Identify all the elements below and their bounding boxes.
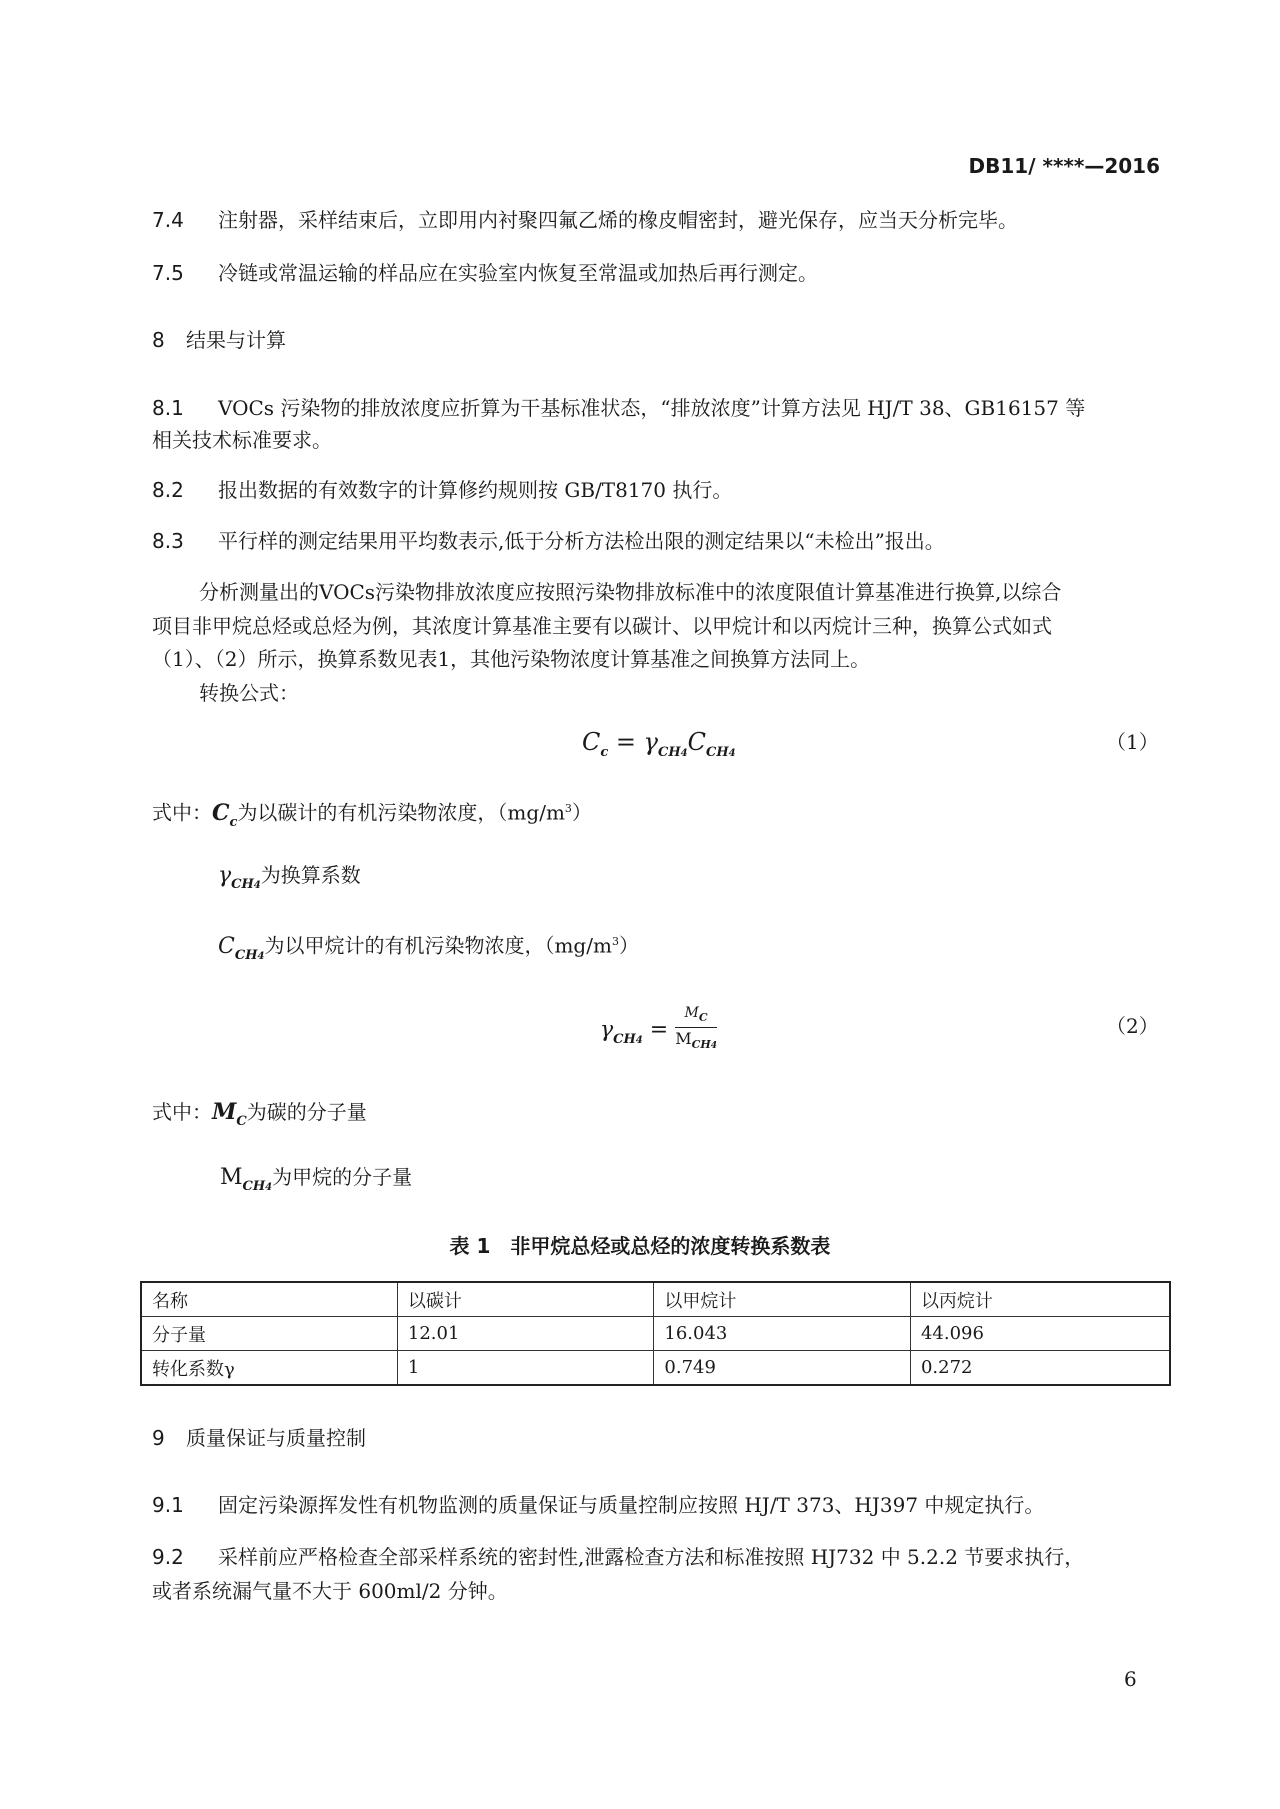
item-8-2	[152, 476, 732, 504]
table-cell: 转化系数γ	[141, 1351, 397, 1386]
table-row	[141, 1351, 1170, 1386]
fraction: $\frac{M_C}{M_{CH4}}$	[675, 1005, 717, 1051]
item-number: 9.1	[152, 1493, 184, 1517]
equation-2: $\gamma_{CH4}$ = $\frac{M_C}{M_{CH4}}$	[600, 1004, 717, 1065]
table-cell: 16.043	[654, 1317, 911, 1351]
item-text: 平行样的测定结果用平均数表示,低于分析方法检出限的测定结果以“未检出”报出。	[218, 529, 945, 553]
table-cell: 0.272	[910, 1351, 1170, 1386]
where-line-cch4: $C_{CH4}$为以甲烷计的有机污染物浓度，$(mg/m^3)$	[218, 933, 639, 963]
doc-code: DB11/ ****—2016	[968, 154, 1160, 178]
item-text: 注射器，采样结束后，立即用内衬聚四氟乙烯的橡皮帽密封，避光保存，应当天分析完毕。	[218, 208, 1018, 232]
item-number: 8.1	[152, 396, 184, 420]
conversion-table	[140, 1281, 1171, 1386]
item-text: 固定污染源挥发性有机物监测的质量保证与质量控制应按照 HJ/T 373、HJ397 中规定执行。	[218, 1493, 1045, 1517]
item-number: 7.4	[152, 208, 184, 232]
item-8-1	[152, 394, 1085, 422]
item-7-5	[152, 259, 818, 287]
section-title: 结果与计算	[186, 328, 286, 352]
table-cell: 1	[397, 1351, 654, 1386]
item-number: 8.2	[152, 478, 184, 502]
paragraph-line-2: 项目非甲烷总烃或总烃为例，其浓度计算基准主要有以碳计、以甲烷计和以丙烷计三种，换算公式如式	[152, 614, 1052, 638]
where-line-gamma: $\gamma_{CH4}$为换算系数	[218, 863, 361, 892]
table-header-row	[141, 1282, 1170, 1317]
section-number: 8	[152, 328, 165, 352]
item-7-4	[152, 206, 1018, 234]
table-header-cell: 以甲烷计	[654, 1282, 911, 1317]
table-row	[141, 1317, 1170, 1351]
equation-1: $C_c = \gamma_{CH4}C_{CH4}$	[582, 728, 736, 760]
table-cell: 0.749	[654, 1351, 911, 1386]
item-number: 9.2	[152, 1545, 184, 1569]
table-caption: 表 1 非甲烷总烃或总烃的浓度转换系数表	[449, 1234, 831, 1258]
page-number: 6	[1124, 1667, 1137, 1691]
paragraph-line-3: （1）、（2）所示，换算系数见表1，其他污染物浓度计算基准之间换算方法同上。	[152, 647, 871, 671]
table-cell: 12.01	[397, 1317, 654, 1351]
section-title: 质量保证与质量控制	[186, 1426, 366, 1450]
where-line-mch4: $M_{CH4}$为甲烷的分子量	[220, 1165, 413, 1194]
section-heading-8	[152, 326, 286, 354]
item-number: 7.5	[152, 261, 184, 285]
item-8-3	[152, 527, 945, 555]
equation-2-label: （2）	[1106, 1014, 1159, 1038]
formula-intro: 转换公式：	[199, 681, 299, 705]
item-text: 报出数据的有效数字的计算修约规则按 GB/T8170 执行。	[218, 478, 733, 502]
item-number: 8.3	[152, 529, 184, 553]
item-text-line1: VOCs 污染物的排放浓度应折算为干基标准状态，“排放浓度”计算方法见 HJ/T 38、GB16157 等	[218, 396, 1086, 420]
equation-1-label: （1）	[1106, 730, 1159, 754]
item-text-line1: 采样前应严格检查全部采样系统的密封性,泄露检查方法和标准按照 HJ732 中 5.2.2 节要求执行，	[218, 1545, 1085, 1569]
section-number: 9	[152, 1426, 165, 1450]
where-line-mc: 式中：$M_C$为碳的分子量	[152, 1099, 367, 1129]
item-9-1	[152, 1491, 1044, 1519]
table-header-cell: 名称	[141, 1282, 397, 1317]
paragraph-line-1: 分析测量出的VOCs污染物排放浓度应按照污染物排放标准中的浓度限值计算基准进行换算,以综合	[199, 580, 1062, 604]
table-cell: 44.096	[910, 1317, 1170, 1351]
table-header-cell: 以碳计	[397, 1282, 654, 1317]
item-text: 冷链或常温运输的样品应在实验室内恢复至常温或加热后再行测定。	[218, 261, 818, 285]
table-header-cell: 以丙烷计	[910, 1282, 1170, 1317]
table-cell: 分子量	[141, 1317, 397, 1351]
item-8-1-line2: 相关技术标准要求。	[152, 428, 332, 452]
section-heading-9	[152, 1424, 366, 1452]
item-9-2	[152, 1543, 1084, 1571]
item-9-2-line2: 或者系统漏气量不大于 600ml/2 分钟。	[152, 1579, 508, 1603]
where-line-cc: 式中：$C_c$为以碳计的有机污染物浓度，$(mg/m^3)$	[152, 799, 592, 830]
